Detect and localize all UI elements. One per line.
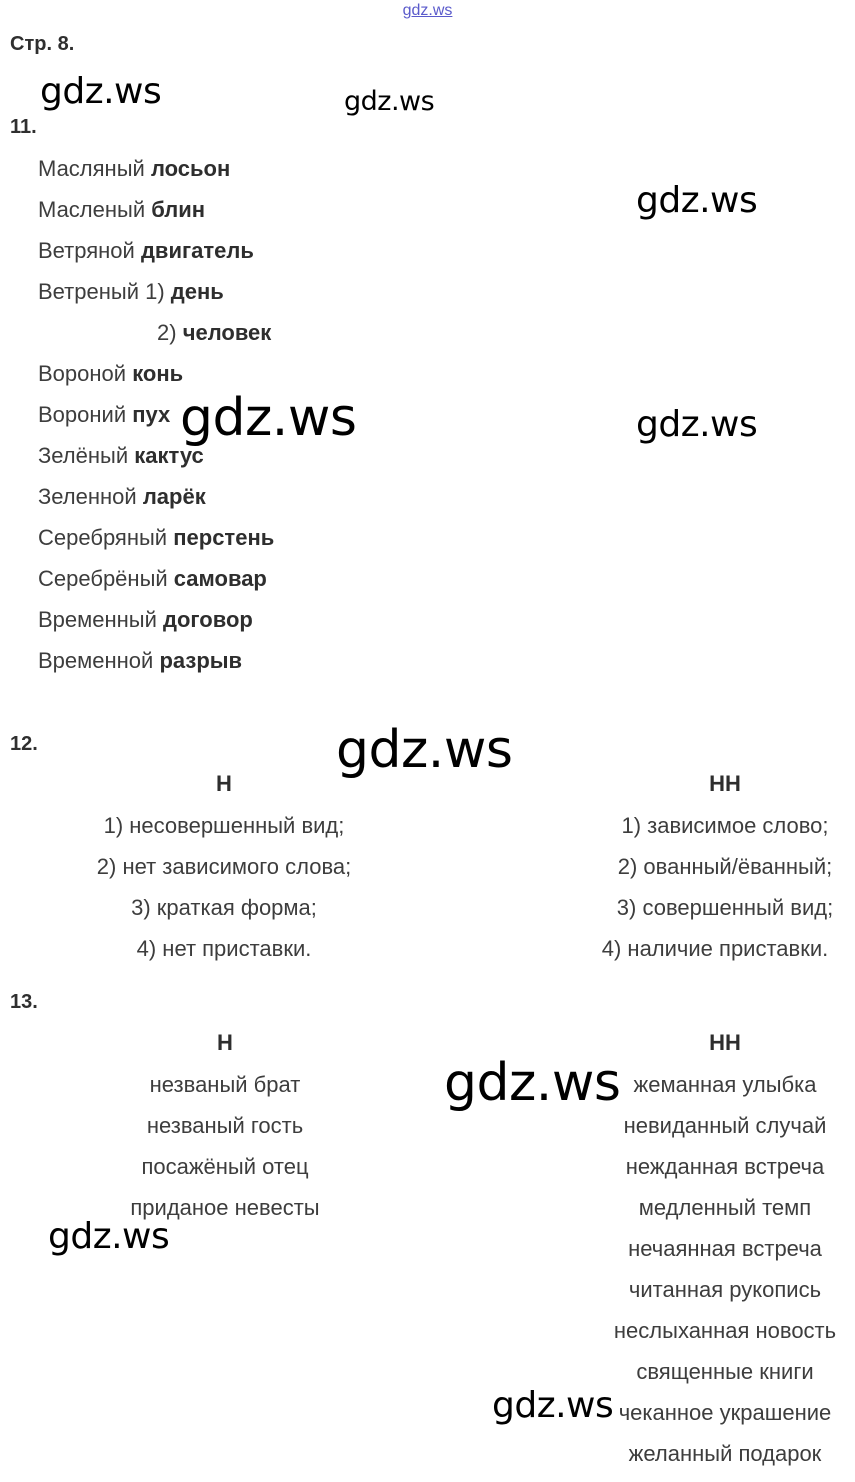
task-12-left-item: 1) несовершенный вид; bbox=[103, 813, 345, 838]
task-13-right-item: невиданный случай bbox=[623, 1113, 827, 1138]
watermark: gdz.ws bbox=[344, 86, 435, 117]
task-11-row: Ветреный 1) день bbox=[38, 279, 224, 304]
task-11-row: Временной разрыв bbox=[38, 648, 243, 673]
watermark: gdz.ws bbox=[40, 71, 162, 112]
task-12-right-item: 3) совершенный вид; bbox=[616, 895, 834, 920]
task-13-right-item: жеманная улыбка bbox=[633, 1072, 817, 1097]
task-13-left-item: незваный гость bbox=[146, 1113, 304, 1138]
watermark: gdz.ws bbox=[492, 1385, 614, 1426]
task-11-number: 11. bbox=[10, 116, 37, 138]
watermark: gdz.ws bbox=[48, 1216, 170, 1257]
task-12-right-item: 1) зависимое слово; bbox=[621, 813, 829, 838]
watermark: gdz.ws bbox=[636, 180, 758, 221]
task-11-row: Масленый блин bbox=[38, 197, 206, 222]
task-11-row: Вороний пух bbox=[38, 402, 171, 427]
watermark: gdz.ws bbox=[336, 720, 513, 780]
page-label: Стр. 8. bbox=[10, 33, 75, 55]
task-12-left-item: 3) краткая форма; bbox=[131, 895, 317, 920]
task-11-row: 2) человек bbox=[157, 320, 272, 345]
task-11-row: Вороной конь bbox=[38, 361, 184, 386]
task-11-row: Зеленной ларёк bbox=[38, 484, 206, 509]
task-13-left-item: посажёный отец bbox=[141, 1154, 309, 1179]
watermark: gdz.ws bbox=[180, 388, 357, 448]
task-12-left-header: Н bbox=[216, 771, 232, 796]
task-11-row: Ветряной двигатель bbox=[38, 238, 254, 263]
watermark: gdz.ws bbox=[636, 404, 758, 445]
watermark: gdz.ws bbox=[444, 1053, 621, 1113]
task-13-right-header: НН bbox=[709, 1030, 741, 1055]
task-11-row: Серебряный перстень bbox=[38, 525, 275, 550]
task-13-right-item: нежданная встреча bbox=[625, 1154, 825, 1179]
task-13-number: 13. bbox=[10, 991, 38, 1013]
task-13-right-item: чеканное украшение bbox=[618, 1400, 832, 1425]
task-11-row: Масляный лосьон bbox=[38, 156, 231, 181]
task-11-row: Временный договор bbox=[38, 607, 253, 632]
task-12-left-item: 2) нет зависимого слова; bbox=[96, 854, 352, 879]
task-13-right-item: неслыханная новость bbox=[613, 1318, 837, 1343]
task-12-right-item: 4) наличие приставки. bbox=[601, 936, 829, 961]
task-12-left-item: 4) нет приставки. bbox=[136, 936, 312, 961]
task-12-right-header: НН bbox=[709, 771, 741, 796]
task-13-right-item: нечаянная встреча bbox=[628, 1236, 822, 1261]
task-13-left-item: незваный брат bbox=[149, 1072, 301, 1097]
task-13-right-item: желанный подарок bbox=[628, 1441, 822, 1466]
task-13-right-item: медленный темп bbox=[638, 1195, 812, 1220]
task-12-right-item: 2) ованный/ёванный; bbox=[617, 854, 833, 879]
task-12-number: 12. bbox=[10, 733, 38, 755]
task-13-left-header: Н bbox=[217, 1030, 233, 1055]
task-13-right-item: читанная рукопись bbox=[628, 1277, 822, 1302]
task-13-left-item: приданое невесты bbox=[130, 1195, 320, 1220]
site-link[interactable]: gdz.ws bbox=[402, 2, 453, 19]
task-13-right-item: священные книги bbox=[636, 1359, 814, 1384]
task-11-row: Зелёный кактус bbox=[38, 443, 204, 468]
task-11-row: Серебрёный самовар bbox=[38, 566, 267, 591]
